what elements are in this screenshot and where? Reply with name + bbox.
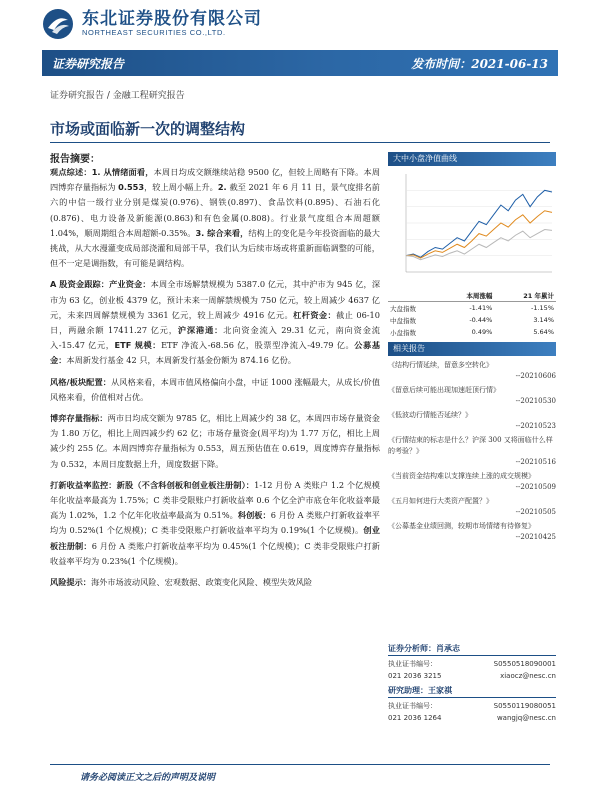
perf-header-cell: 本周涨幅 bbox=[441, 290, 494, 302]
summary-paragraph bbox=[50, 375, 380, 405]
paragraph-heading: 风格/板块配置： bbox=[50, 376, 112, 387]
related-report-item[interactable] bbox=[388, 410, 556, 432]
footer-divider bbox=[50, 764, 550, 765]
chart-series-line-1 bbox=[406, 190, 552, 257]
analyst-license: S0550119080051 bbox=[493, 702, 556, 710]
performance-table bbox=[388, 290, 556, 338]
perf-row bbox=[388, 314, 556, 326]
paragraph-text: 1-12 月份 A 类账户 1.2 个亿规模年化收益率最高为 1.75%；C 类非受限账户打新收益率 0.6 个亿全沪市底仓年化收益率最高为 1.02%，1.2 个亿年化收益率最高为 0.51%。 bbox=[50, 479, 380, 521]
summary-heading: 报告摘要： bbox=[50, 154, 100, 165]
paragraph-heading: 2. bbox=[217, 182, 230, 193]
paragraph-text: 从风格来看，本周市值风格偏向小盘，中证 1000 涨幅最大，从成长/价值风格来看，价值相对占优。 bbox=[50, 376, 380, 402]
company-name-cn: 东北证券股份有限公司 bbox=[82, 9, 262, 29]
paragraph-heading: 观点综述： bbox=[50, 167, 92, 177]
summary-paragraph bbox=[50, 478, 380, 569]
perf-cell: -1.41% bbox=[469, 304, 493, 312]
paragraph-text: 北向资金流入 29.31 亿元，南向资金流入-15.47 亿元， bbox=[50, 325, 380, 351]
paragraph-heading: 1. 从情绪面看， bbox=[91, 167, 154, 177]
paragraph-text: 两市日均成交额为 9785 亿，相比上周减少约 38 亿，本周四市场存量资金为 1.80 万亿，相比上周四减少约 62 亿；市场存量资金(周平均)为 1.77 万亿，相比上周减少约 255 亿。本周四博弈存量指标为 0.553，周五预估值在 0.619，周度博弈存量指标为 0.532，本周日度数据上升，周度数据下降。 bbox=[50, 413, 380, 469]
paragraph-heading: 3. 综合来看， bbox=[195, 227, 249, 238]
paragraph-text: 结构上的变化是今年投资面临的最大挑战，从大水漫灌变成局部浇灌和局部干旱，我们认为后续市场或将重新面临调整的可能，但不一定是调指数，有可能是调结构。 bbox=[50, 227, 380, 269]
paragraph-heading: 创业板注册制： bbox=[50, 525, 380, 551]
paragraph-text: ETF 净流入-68.56 亿，股票型净流入-49.79 亿。 bbox=[161, 340, 355, 351]
related-report-title: 《结构行情延续，留意多空转化》 bbox=[388, 361, 493, 369]
chart-panel-title: 大中小盘净值曲线 bbox=[388, 152, 556, 166]
paragraph-heading: 杠杆资金： bbox=[293, 309, 337, 320]
analyst-license-label: 执业证书编号： bbox=[388, 660, 437, 668]
company-logo-icon bbox=[42, 8, 74, 40]
perf-cell: -1.15% bbox=[531, 304, 554, 312]
paragraph-heading: 风险提示： bbox=[50, 577, 91, 588]
analysts-panel bbox=[388, 640, 556, 724]
related-report-title: 《留意后续可能出现加速赶顶行情》 bbox=[388, 386, 500, 394]
perf-cell: 3.14% bbox=[533, 316, 554, 324]
paragraph-text: 本周新发行基金 42 只，本周新发行基金份额为 874.16 亿份。 bbox=[66, 355, 296, 366]
analyst-contact-row bbox=[388, 670, 556, 682]
analyst-block bbox=[388, 682, 556, 724]
header-banner bbox=[42, 50, 558, 76]
related-reports-title: 相关报告 bbox=[388, 342, 556, 356]
related-report-date: --20210516 bbox=[515, 458, 556, 466]
perf-cell: 大盘指数 bbox=[390, 304, 416, 313]
paragraph-text: 本周日均成交额继续站稳 9500 亿，但较上周略有下降。本周四博弈存量指标为 bbox=[50, 167, 380, 193]
related-report-title: 《行情结束的标志是什么？沪深 300 又将面临什么样的考验？》 bbox=[388, 436, 553, 455]
related-report-date: --20210509 bbox=[515, 483, 556, 491]
company-name-en: NORTHEAST SECURITIES CO.,LTD. bbox=[82, 28, 226, 37]
related-report-title: 《低波动行情能否延续？》 bbox=[388, 411, 472, 419]
paragraph-text: 6 月份 A 类账户打新收益率平均为 0.45%(1 个亿规模)；C 类非受限账户打新收益率平均为 0.23%(1 个亿规模)。 bbox=[50, 540, 380, 566]
summary-paragraph bbox=[50, 575, 380, 590]
analyst-license-label: 执业证书编号： bbox=[388, 702, 437, 710]
page-title: 市场或面临新一次的调整结构 bbox=[50, 120, 246, 138]
title-divider bbox=[50, 142, 550, 143]
perf-row bbox=[388, 326, 556, 338]
related-reports-panel bbox=[388, 342, 556, 546]
summary-paragraph bbox=[50, 411, 380, 472]
related-report-date: --20210425 bbox=[515, 533, 556, 541]
publish-date-label: 发布时间： bbox=[411, 57, 472, 71]
analyst-role: 证券分析师：肖承志 bbox=[388, 643, 556, 656]
analyst-phone: 021 2036 3215 bbox=[388, 672, 442, 680]
paragraph-text: ，较上周小幅上升。 bbox=[144, 182, 218, 193]
paragraph-heading: 打新收益率监控：新股（不含科创板和创业板注册制）： bbox=[50, 479, 255, 490]
analyst-license-row bbox=[388, 658, 556, 670]
company-logo bbox=[42, 6, 262, 42]
related-report-date: --20210523 bbox=[515, 422, 556, 430]
publish-date bbox=[411, 55, 548, 72]
publish-date-value: 2021-06-13 bbox=[471, 57, 548, 71]
perf-cell: 中盘指数 bbox=[390, 316, 416, 325]
analyst-block bbox=[388, 640, 556, 682]
perf-row bbox=[388, 302, 556, 315]
paragraph-text: 本周全市场解禁规模为 5387.0 亿元，其中沪市为 945 亿，深市为 63 亿，创业板 4379 亿，预计未来一周解禁规模为 750 亿元，较上周减少 4637 亿元，未来四周解禁规模为 3361 亿元，较上周减少 4916 亿元。 bbox=[50, 279, 381, 320]
paragraph-text: 6 月份 A 类账户打新收益率平均为 0.52%(1 个亿规模)；C 类非受限账户打新收益率平均为 0.19%(1 个亿规模)。 bbox=[50, 510, 380, 536]
related-report-item[interactable] bbox=[388, 385, 556, 407]
perf-header-cell: 21 年累计 bbox=[494, 290, 556, 302]
footer-disclaimer: 请务必阅读正文之后的声明及说明 bbox=[80, 773, 216, 783]
related-report-item[interactable] bbox=[388, 360, 556, 382]
paragraph-heading: 0.553 bbox=[118, 182, 145, 193]
related-report-date: --20210530 bbox=[515, 397, 556, 405]
report-type: 证券研究报告 bbox=[52, 57, 125, 71]
breadcrumb: 证券研究报告 / 金融工程研究报告 bbox=[50, 91, 185, 101]
related-report-item[interactable] bbox=[388, 521, 556, 543]
related-report-date: --20210505 bbox=[515, 508, 556, 516]
paragraph-heading: 博弈存量指标： bbox=[50, 413, 108, 424]
related-report-item[interactable] bbox=[388, 435, 556, 468]
analyst-license: S0550518090001 bbox=[493, 660, 556, 668]
related-report-item[interactable] bbox=[388, 496, 556, 518]
analyst-role: 研究助理：王家祺 bbox=[388, 685, 556, 698]
paragraph-heading: 公募基金： bbox=[50, 340, 381, 366]
paragraph-heading: 产业资金： bbox=[109, 279, 151, 290]
paragraph-heading: ETF 规模： bbox=[114, 340, 162, 351]
paragraph-heading: 沪深港通： bbox=[177, 325, 224, 336]
related-report-title: 《当前资金结构难以支撑连续上涨的成交规模》 bbox=[388, 472, 535, 480]
perf-header-cell bbox=[388, 290, 441, 302]
related-report-date: --20210606 bbox=[515, 372, 556, 380]
perf-cell: 5.64% bbox=[533, 328, 554, 336]
nav-line-chart bbox=[388, 168, 556, 288]
chart-panel bbox=[388, 152, 556, 288]
summary-paragraph bbox=[50, 277, 380, 368]
summary-body bbox=[50, 165, 380, 596]
analyst-email[interactable]: wangjq@nesc.cn bbox=[496, 714, 556, 722]
summary-paragraph bbox=[50, 165, 380, 271]
related-report-title: 《公募基金业绩回测，较期市场情绪有待修复》 bbox=[388, 522, 535, 530]
paragraph-heading: 科创板： bbox=[237, 510, 271, 521]
related-report-item[interactable] bbox=[388, 471, 556, 493]
perf-cell: 小盘指数 bbox=[390, 328, 416, 337]
paragraph-text: 截止 06-10 日，两融余额 17411.27 亿元， bbox=[50, 309, 380, 336]
analyst-contact-row bbox=[388, 712, 556, 724]
analyst-email[interactable]: xiaocz@nesc.cn bbox=[500, 672, 556, 680]
paragraph-text: 海外市场波动风险、宏观数据、政策变化风险、模型失效风险 bbox=[90, 577, 313, 588]
analyst-license-row bbox=[388, 700, 556, 712]
perf-cell: 0.49% bbox=[471, 328, 493, 336]
paragraph-heading: A 股资金跟踪： bbox=[50, 279, 110, 290]
related-report-title: 《五月如何进行大类资产配置？》 bbox=[388, 497, 493, 505]
paragraph-text: 截至 2021 年 6 月 11 日，景气度排名前六的中信一级行业分别是煤炭(0.976)、钢铁(0.897)、食品饮料(0.895)、石油石化(0.876)、电力设备及新能源(0.863)和有色金属(0.808)。行业景气度组合本周超额 1.04%，顺周期组合本周超额-0.35%。 bbox=[50, 182, 380, 238]
related-reports-list bbox=[388, 356, 556, 543]
analyst-phone: 021 2036 1264 bbox=[388, 714, 442, 722]
perf-cell: -0.44% bbox=[469, 316, 493, 324]
